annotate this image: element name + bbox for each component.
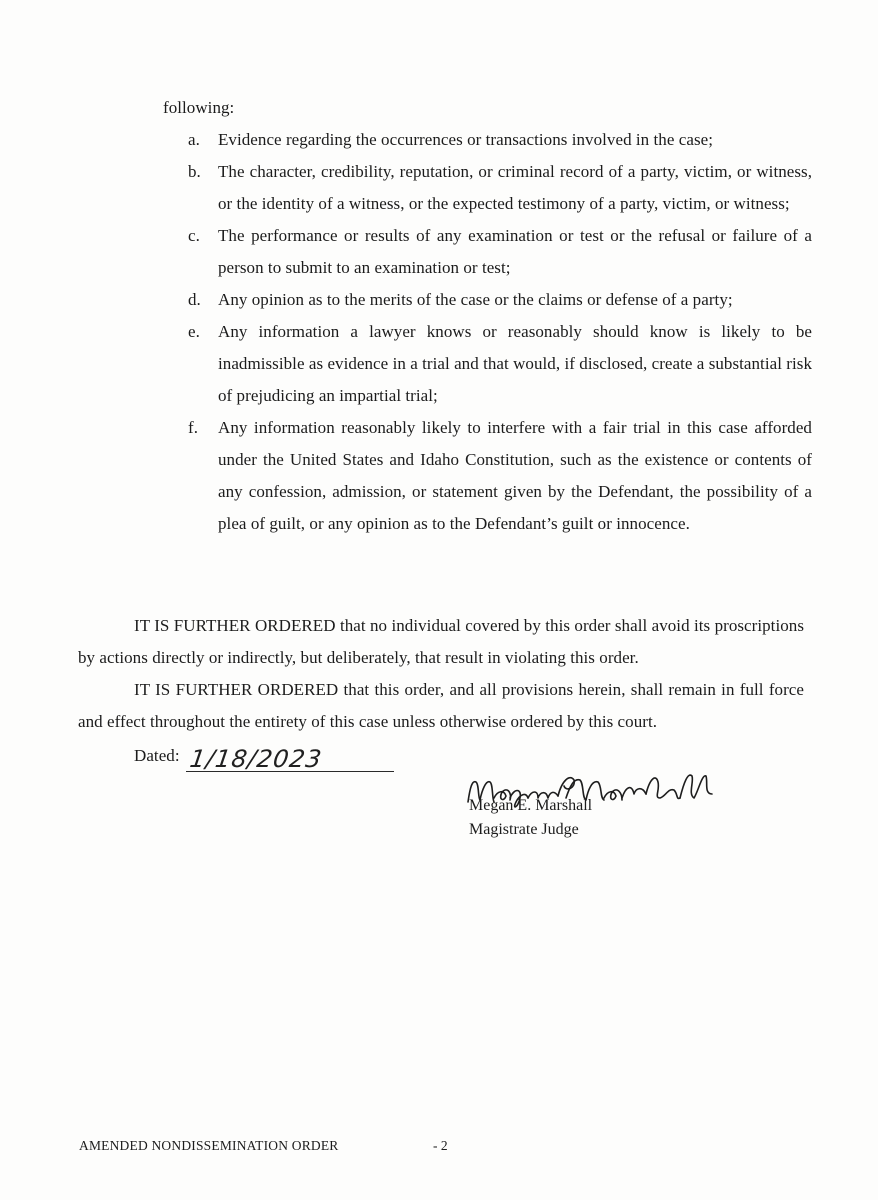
list-marker: a. <box>188 130 200 149</box>
list-item-text: The performance or results of any examination or test or the refusal or failure of a person to submit to an examination or test; <box>218 226 812 277</box>
restricted-topics-list <box>172 124 812 540</box>
list-item-text: The character, credibility, reputation, or criminal record of a party, victim, or witness, or the identity of a witness, or the expected testimony of a party, victim, or witness; <box>218 162 812 213</box>
dated-underline <box>186 747 394 772</box>
intro-text: following: <box>163 98 235 117</box>
signer-title: Magistrate Judge <box>469 821 579 838</box>
list-item-text: Any information a lawyer knows or reasonably should know is likely to be inadmissible as evidence in a trial and that would, if disclosed, create a substantial risk of prejudicing an impartial trial; <box>218 322 812 405</box>
list-marker: b. <box>188 162 201 181</box>
list-marker: e. <box>188 322 200 341</box>
list-item <box>172 220 812 284</box>
list-item-text: Any opinion as to the merits of the case or the claims or defense of a party; <box>218 290 733 309</box>
list-marker: f. <box>188 418 199 437</box>
footer-document-title: AMENDED NONDISSEMINATION ORDER <box>79 1138 339 1153</box>
list-marker: d. <box>188 290 201 309</box>
list-marker: c. <box>188 226 200 245</box>
list-item <box>172 316 812 412</box>
list-item <box>172 124 812 156</box>
dated-label: Dated: <box>134 746 180 765</box>
further-ordered-paragraph-2: IT IS FURTHER ORDERED that this order, and all provisions herein, shall remain in full force and effect throughout the entirety of this case unless otherwise ordered by this court. <box>78 680 804 731</box>
list-item-text: Any information reasonably likely to interfere with a fair trial in this case afforded under the United States and Idaho Constitution, such as the existence or contents of any confession, admission, or statement given by the Defendant, the possibility of a plea of guilt, or any opinion as to the Defendant’s guilt or innocence. <box>218 418 812 533</box>
footer-page-number: - 2 <box>433 1138 448 1153</box>
signer-name: Megan E. Marshall <box>469 797 593 814</box>
list-item <box>172 156 812 220</box>
dated-line <box>134 740 394 772</box>
handwritten-date: 1/18/2023 <box>187 745 324 773</box>
list-item <box>172 412 812 540</box>
list-item <box>172 284 812 316</box>
list-item-text: Evidence regarding the occurrences or transactions involved in the case; <box>218 130 713 149</box>
further-ordered-paragraph-1: IT IS FURTHER ORDERED that no individual covered by this order shall avoid its proscriptions by actions directly or indirectly, but deliberately, that result in violating this order. <box>78 616 804 667</box>
